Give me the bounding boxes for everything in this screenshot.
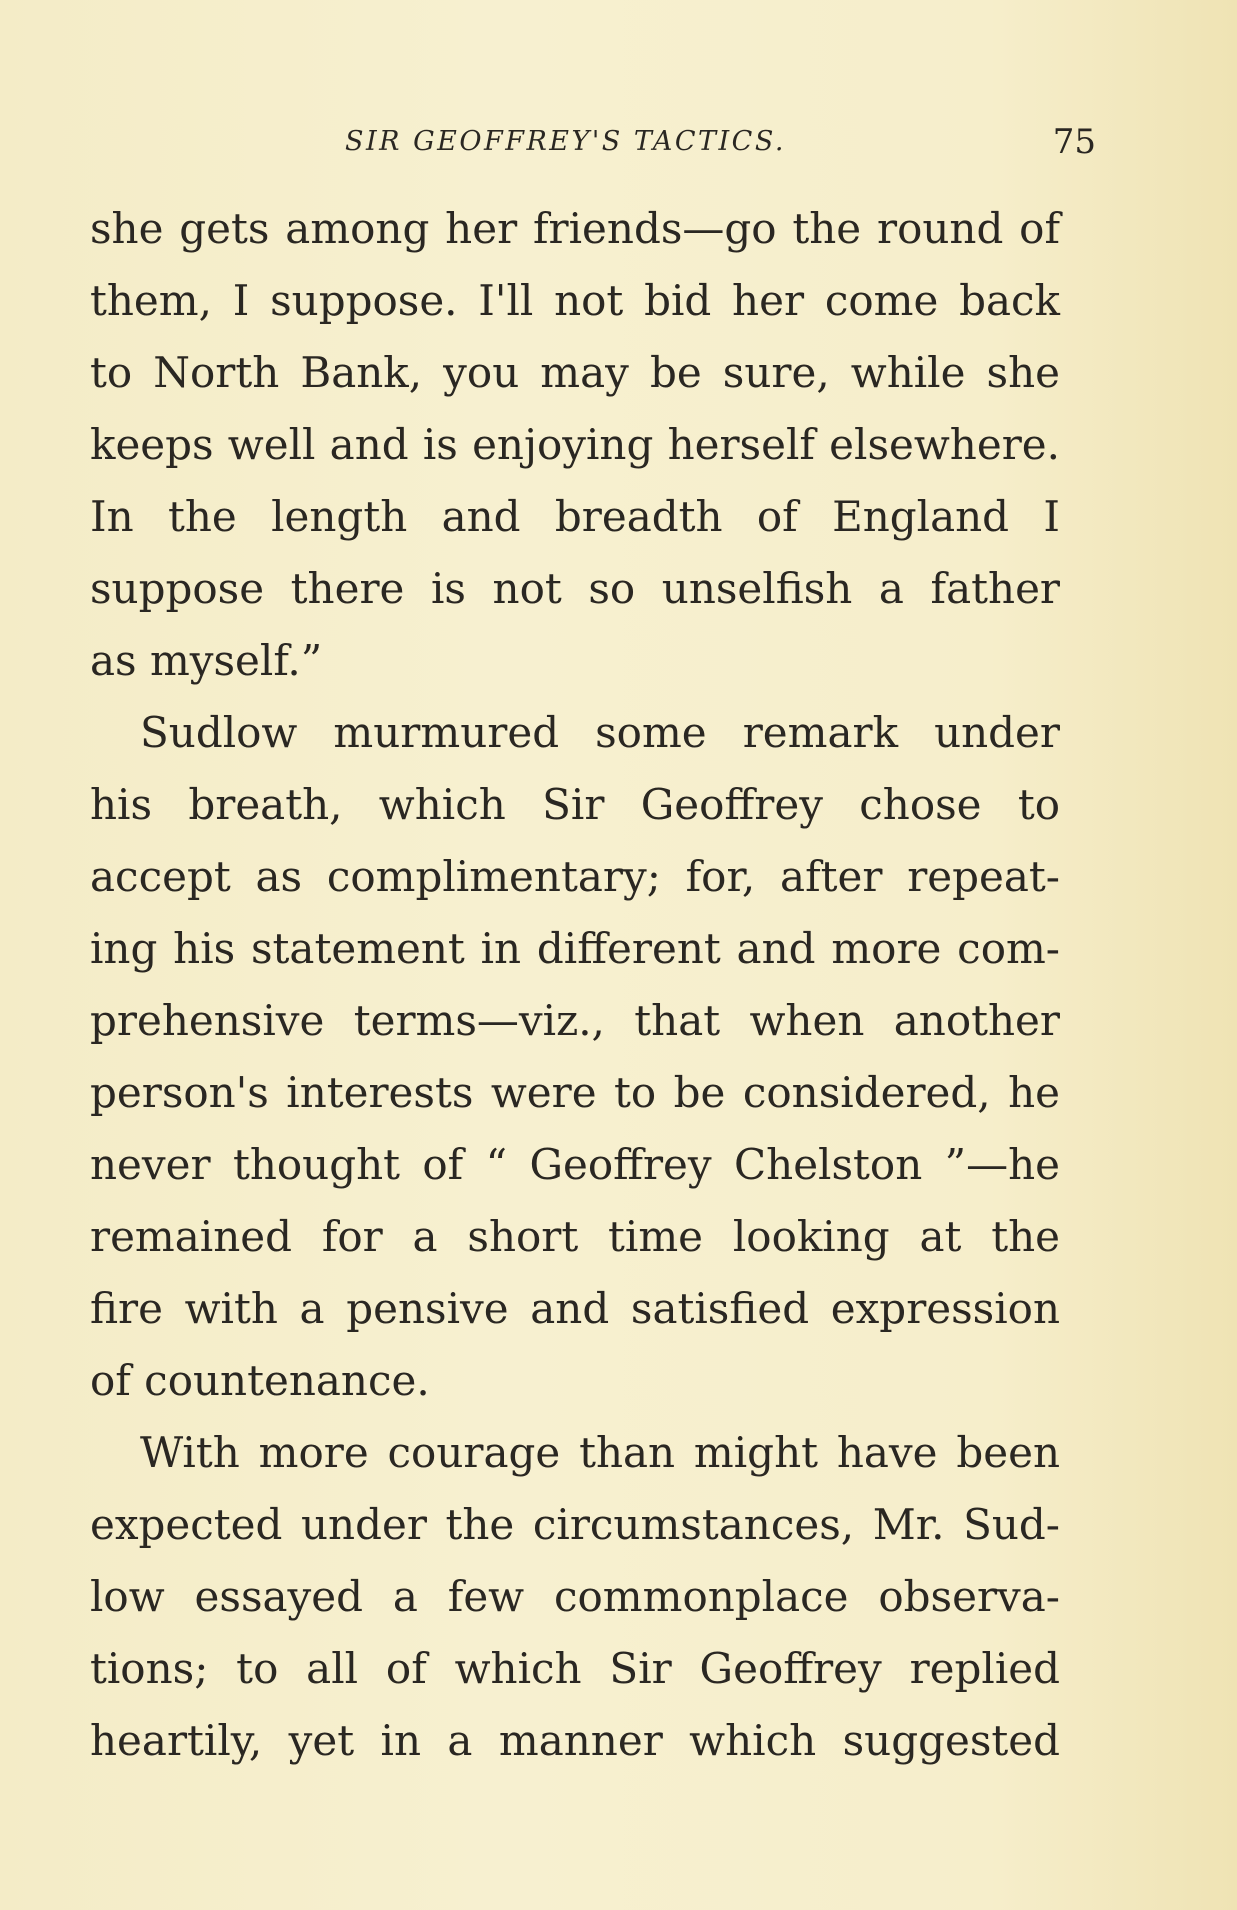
text-line: never thought of “ Geoffrey Chelston ”—he [90,1140,1060,1189]
paragraph-1 [90,193,1060,697]
text-line: low essayed a few commonplace observa- [90,1572,1060,1621]
text-line: In the length and breadth of England I [90,492,1060,541]
text-line: accept as complimentary; for, after repeat- [90,852,1060,901]
text-line: as myself.” [90,636,323,685]
text-line: prehensive terms—viz., that when another [90,996,1060,1045]
body-text [90,193,1060,1777]
text-line: keeps well and is enjoying herself elsewhere. [90,420,1060,469]
text-line: his breath, which Sir Geoffrey chose to [90,780,1060,829]
page-number: 75 [1052,122,1096,162]
text-line: them, I suppose. I'll not bid her come back [90,276,1060,325]
text-line: Sudlow murmured some remark under [140,708,1060,757]
text-line: expected under the circumstances, Mr. Sud- [90,1500,1060,1549]
text-line: remained for a short time looking at the [90,1212,1060,1261]
running-title: SIR GEOFFREY'S TACTICS. [345,126,786,157]
text-line: person's interests were to be considered, he [90,1068,1060,1117]
text-line: With more courage than might have been [140,1428,1060,1477]
text-line: fire with a pensive and satisfied expression [90,1284,1060,1333]
text-line: she gets among her friends—go the round of [90,204,1060,253]
text-line: of countenance. [90,1356,430,1405]
running-head [90,118,1096,168]
text-line: to North Bank, you may be sure, while she [90,348,1060,397]
paragraph-3 [90,1417,1060,1777]
text-line: tions; to all of which Sir Geoffrey replied [90,1644,1060,1693]
paragraph-2 [90,697,1060,1417]
text-line: ing his statement in different and more com- [90,924,1060,973]
text-line: heartily, yet in a manner which suggested [90,1716,1060,1765]
text-line: suppose there is not so unselfish a father [90,564,1060,613]
